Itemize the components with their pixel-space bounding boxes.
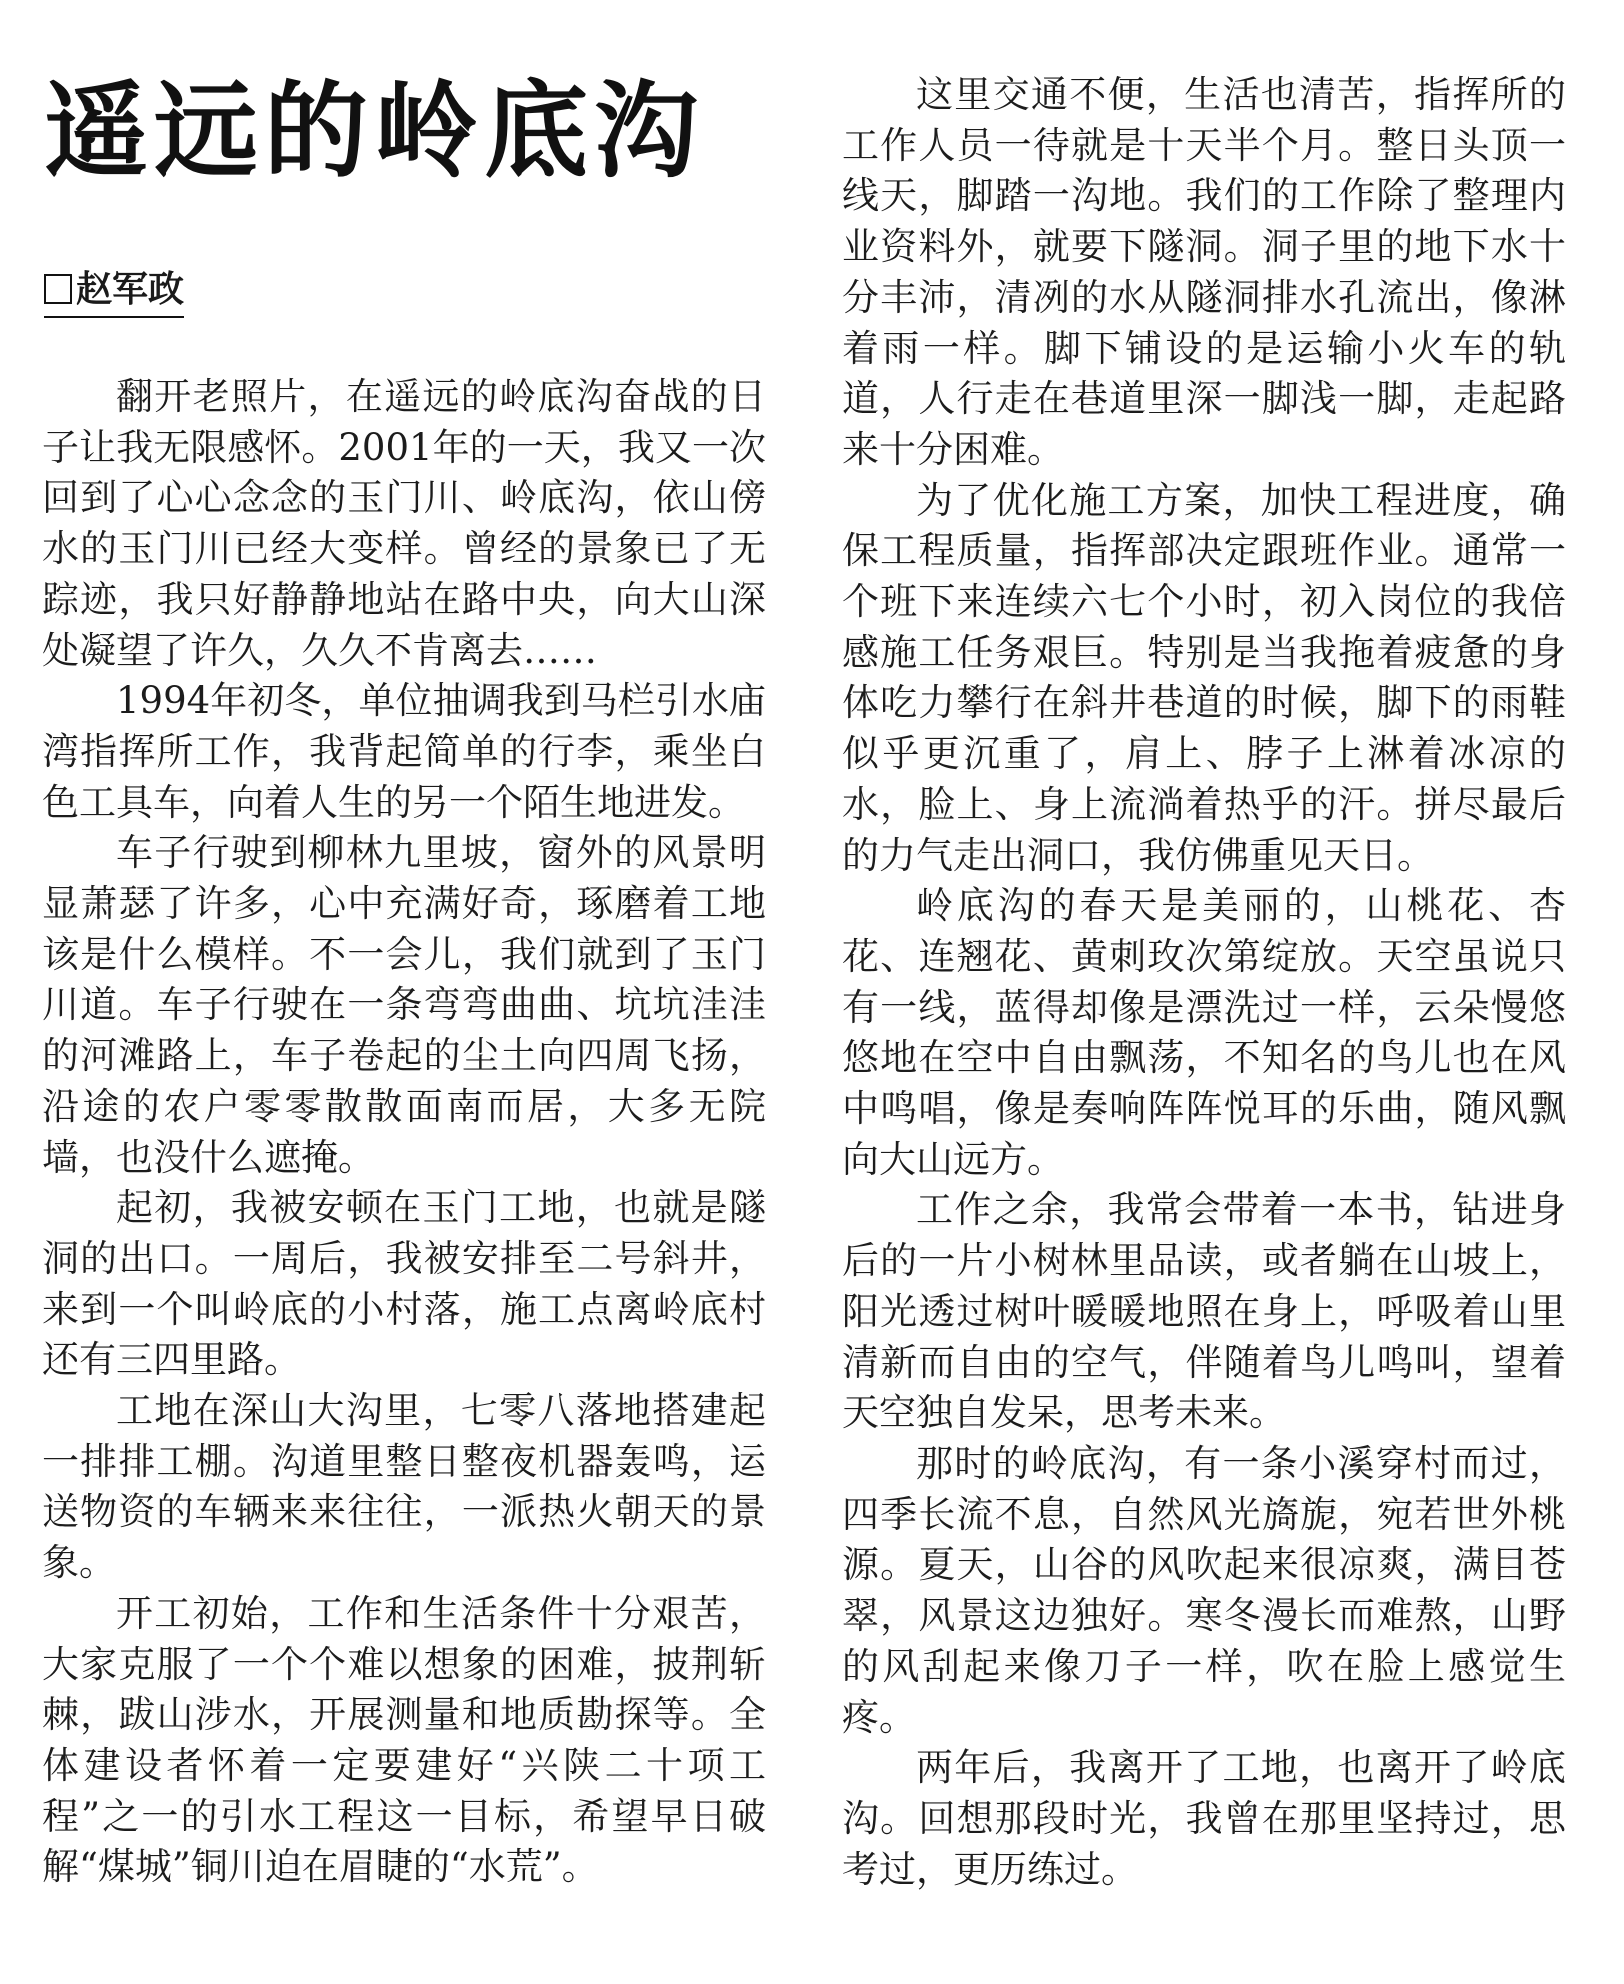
paragraph: 起初，我被安顿在玉门工地，也就是隧洞的出口。一周后，我被安排至二号斜井，来到一个叫岭底的小村落，施工点离岭底村还有三四里路。 (42, 1186, 766, 1382)
paragraph: 两年后，我离开了工地，也离开了岭底沟。回想那段时光，我曾在那里坚持过，思考过，更历练过。 (842, 1746, 1566, 1891)
author-name: 赵军政 (76, 269, 185, 310)
left-column (42, 372, 766, 1893)
paragraph: 开工初始，工作和生活条件十分艰苦，大家克服了一个个难以想象的困难，披荆斩棘，跋山涉水，开展测量和地质勘探等。全体建设者怀着一定要建好“兴陕二十项工程”之一的引水工程这一目标，希望早日破解“煤城”铜川迫在眉睫的“水荒”。 (42, 1591, 766, 1889)
paragraph: 工地在深山大沟里，七零八落地搭建起一排排工棚。沟道里整日整夜机器轰鸣，运送物资的车辆来来往往，一派热火朝天的景象。 (42, 1389, 766, 1585)
byline-box-icon (44, 274, 72, 304)
paragraph: 1994年初冬，单位抽调我到马栏引水庙湾指挥所工作，我背起简单的行李，乘坐白色工具车，向着人生的另一个陌生地进发。 (42, 679, 766, 824)
paragraph: 为了优化施工方案，加快工程进度，确保工程质量，指挥部决定跟班作业。通常一个班下来连续六七个小时，初入岗位的我倍感施工任务艰巨。特别是当我拖着疲惫的身体吃力攀行在斜井巷道的时候，脚下的雨鞋似乎更沉重了，肩上、脖子上淋着冰凉的水，脸上、身上流淌着热乎的汗。拼尽最后的力气走出洞口，我仿佛重见天日。 (842, 478, 1566, 877)
byline (44, 268, 184, 318)
right-column (842, 70, 1566, 1895)
article-title: 遥远的岭底沟 (44, 69, 705, 192)
paragraph: 翻开老照片，在遥远的岭底沟奋战的日子让我无限感怀。2001年的一天，我又一次回到了心心念念的玉门川、岭底沟，依山傍水的玉门川已经大变样。曾经的景象已了无踪迹，我只好静静地站在路中央，向大山深处凝望了许久，久久不肯离去…… (42, 375, 766, 672)
paragraph: 这里交通不便，生活也清苦，指挥所的工作人员一待就是十天半个月。整日头顶一线天，脚踏一沟地。我们的工作除了整理内业资料外，就要下隧洞。洞子里的地下水十分丰沛，清冽的水从隧洞排水孔流出，像淋着雨一样。脚下铺设的是运输小火车的轨道，人行走在巷道里深一脚浅一脚，走起路来十分困难。 (842, 73, 1566, 471)
paragraph: 岭底沟的春天是美丽的，山桃花、杏花、连翘花、黄刺玫次第绽放。天空虽说只有一线，蓝得却像是漂洗过一样，云朵慢悠悠地在空中自由飘荡，不知名的鸟儿也在风中鸣唱，像是奏响阵阵悦耳的乐曲，随风飘向大山远方。 (842, 884, 1566, 1181)
paragraph: 车子行驶到柳林九里坡，窗外的风景明显萧瑟了许多，心中充满好奇，琢磨着工地该是什么模样。不一会儿，我们就到了玉门川道。车子行驶在一条弯弯曲曲、坑坑洼洼的河滩路上，车子卷起的尘土向四周飞扬，沿途的农户零零散散面南而居，大多无院墙，也没什么遮掩。 (42, 831, 766, 1179)
paragraph: 那时的岭底沟，有一条小溪穿村而过，四季长流不息，自然风光旖旎，宛若世外桃源。夏天，山谷的风吹起来很凉爽，满目苍翠，风景这边独好。寒冬漫长而难熬，山野的风刮起来像刀子一样，吹在脸上感觉生疼。 (842, 1441, 1566, 1739)
paragraph: 工作之余，我常会带着一本书，钻进身后的一片小树林里品读，或者躺在山坡上，阳光透过树叶暖暖地照在身上，呼吸着山里清新而自由的空气，伴随着鸟儿鸣叫，望着天空独自发呆，思考未来。 (842, 1188, 1566, 1435)
